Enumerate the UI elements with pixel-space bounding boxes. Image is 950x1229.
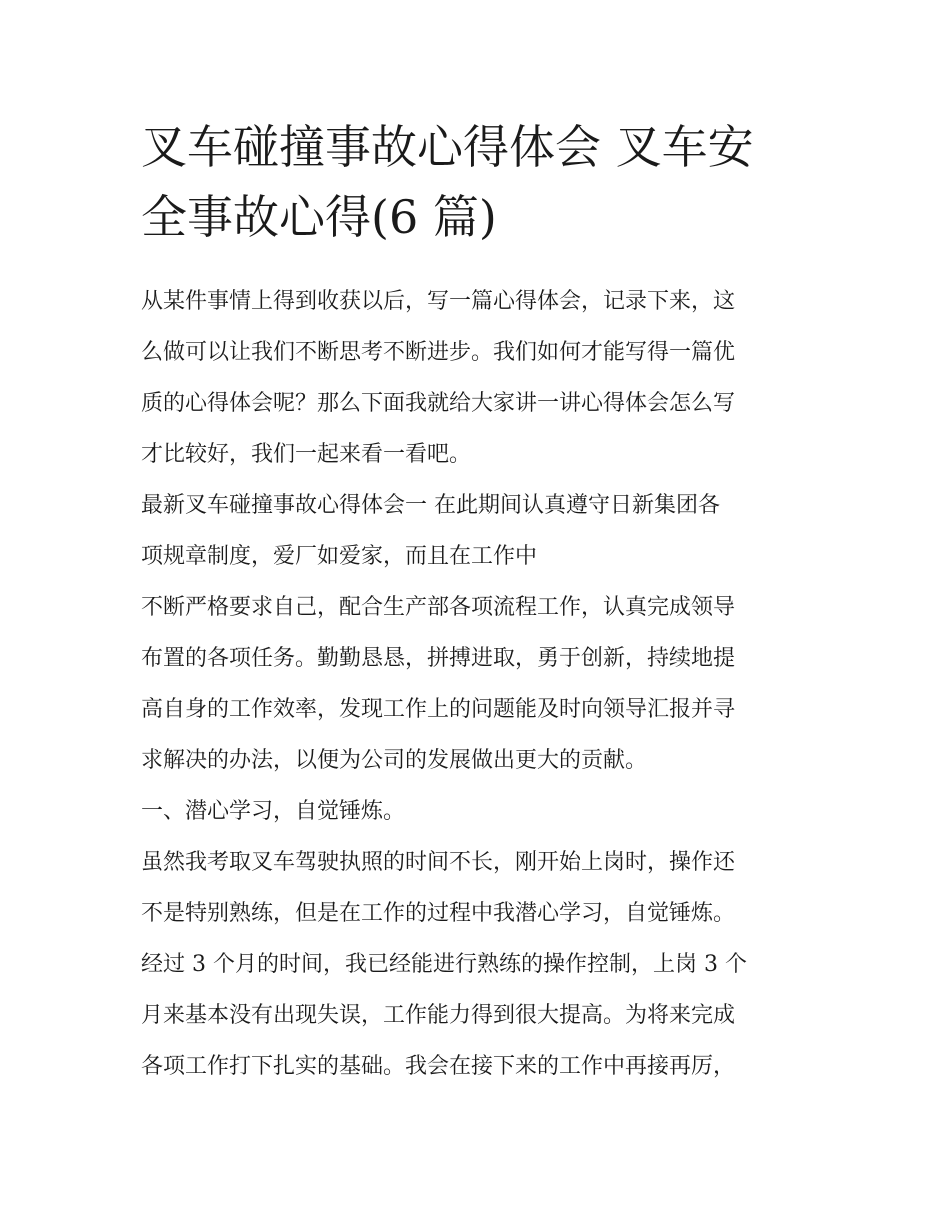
document-title (141, 112, 813, 252)
body-line: 从某件事情上得到收获以后，写一篇心得体会，记录下来，这 (141, 289, 736, 314)
body-line: 各项工作打下扎实的基础。我会在接下来的工作中再接再厉， (141, 1054, 736, 1079)
body-line: 不断严格要求自己，配合生产部各项流程工作，认真完成领导 (141, 595, 736, 620)
body-line: 最新叉车碰撞事故心得体会一 在此期间认真遵守日新集团各 (141, 493, 720, 518)
body-line: 求解决的办法，以便为公司的发展做出更大的贡献。 (141, 748, 648, 773)
body-line: 月来基本没有出现失误，工作能力得到很大提高。为将来完成 (141, 1003, 736, 1028)
body-line: 高自身的工作效率，发现工作上的问题能及时向领导汇报并寻 (141, 697, 736, 722)
body-line: 布置的各项任务。勤勤恳恳，拼搏进取，勇于创新，持续地提 (141, 646, 736, 671)
document-content (141, 112, 813, 1092)
body-line: 质的心得体会呢？那么下面我就给大家讲一讲心得体会怎么写 (141, 391, 736, 416)
document-body (141, 276, 813, 1092)
body-line: 不是特别熟练，但是在工作的过程中我潜心学习，自觉锤炼。 (141, 901, 736, 926)
body-line: 么做可以让我们不断思考不断进步。我们如何才能写得一篇优 (141, 340, 736, 365)
title-line-1: 叉车碰撞事故心得体会 叉车安 (141, 120, 754, 174)
section-heading: 一、潜心学习，自觉锤炼。 (141, 799, 406, 824)
body-line: 虽然我考取叉车驾驶执照的时间不长，刚开始上岗时，操作还 (141, 850, 736, 875)
title-line-2: 全事故心得(6 篇) (141, 190, 497, 244)
body-line: 才比较好，我们一起来看一看吧。 (141, 442, 472, 467)
body-line: 项规章制度，爱厂如爱家，而且在工作中 (141, 544, 538, 569)
body-line: 经过 3 个月的时间，我已经能进行熟练的操作控制，上岗 3 个 (141, 952, 747, 977)
